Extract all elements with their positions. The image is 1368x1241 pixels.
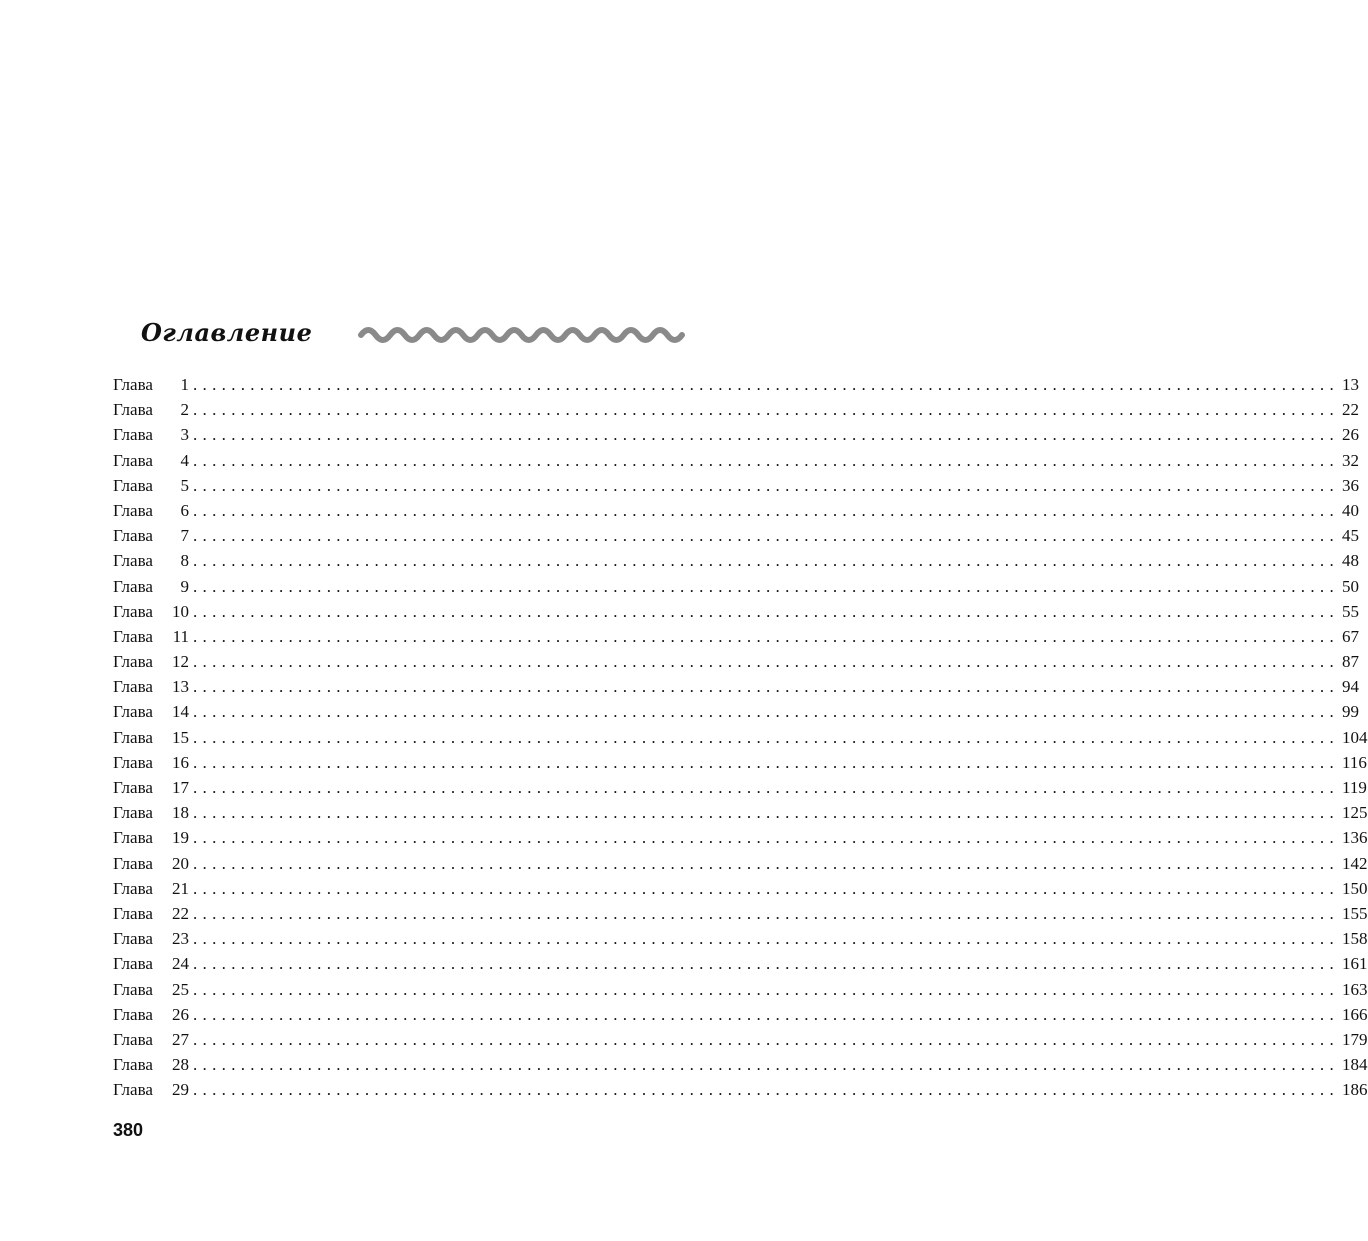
toc-entry [113, 951, 1368, 976]
chapter-number: 2 [180, 400, 189, 420]
chapter-page-number: 94 [1342, 677, 1359, 697]
chapter-page-number: 179 [1342, 1029, 1368, 1049]
toc-entry [113, 977, 1368, 1002]
chapter-label: Глава [113, 702, 153, 722]
dot-leader: ........................................................................................................................ [193, 375, 1339, 394]
chapter-number: 19 [172, 828, 189, 848]
chapter-number: 23 [172, 929, 189, 949]
chapter-page-number: 184 [1342, 1055, 1368, 1075]
chapter-page-number: 186 [1342, 1080, 1368, 1100]
toc-entry [113, 448, 1359, 473]
chapter-page-number: 48 [1342, 551, 1359, 571]
toc-entry [113, 498, 1359, 523]
toc-entry [113, 901, 1368, 926]
toc-entry [113, 851, 1368, 876]
chapter-label: Глава [113, 1080, 153, 1100]
chapter-label: Глава [113, 626, 153, 646]
dot-leader: ........................................................................................................................ [193, 677, 1339, 697]
chapter-page-number: 125 [1342, 803, 1368, 823]
chapter-label: Глава [113, 375, 153, 394]
chapter-page-number: 67 [1342, 626, 1359, 646]
chapter-number: 18 [172, 803, 189, 823]
toc-entry [113, 372, 1359, 397]
toc-entry [113, 473, 1359, 498]
chapter-number: 11 [172, 626, 189, 646]
chapter-label: Глава [113, 727, 153, 747]
chapter-number: 21 [172, 878, 189, 898]
chapter-number: 24 [172, 954, 189, 974]
chapter-page-number: 158 [1342, 929, 1368, 949]
dot-leader: ........................................................................................................................ [193, 727, 1339, 747]
chapter-page-number: 142 [1342, 853, 1368, 873]
chapter-label: Глава [113, 425, 153, 445]
toc-entry [113, 574, 1359, 599]
chapter-number: 26 [172, 1004, 189, 1024]
chapter-page-number: 45 [1342, 526, 1359, 546]
chapter-number: 27 [172, 1029, 189, 1049]
dot-leader: ........................................................................................................................ [193, 601, 1339, 621]
chapter-page-number: 104 [1342, 727, 1368, 747]
chapter-number: 28 [172, 1055, 189, 1075]
chapter-page-number: 26 [1342, 425, 1359, 445]
toc-entry [113, 725, 1368, 750]
chapter-number: 16 [172, 752, 189, 772]
chapter-page-number: 155 [1342, 903, 1368, 923]
chapter-label: Глава [113, 400, 153, 420]
chapter-number: 1 [180, 375, 189, 394]
chapter-label: Глава [113, 601, 153, 621]
chapter-label: Глава [113, 752, 153, 772]
chapter-page-number: 150 [1342, 878, 1368, 898]
dot-leader: ........................................................................................................................ [193, 1055, 1339, 1075]
chapter-page-number: 50 [1342, 576, 1359, 596]
chapter-label: Глава [113, 1004, 153, 1024]
chapter-label: Глава [113, 677, 153, 697]
chapter-page-number: 119 [1342, 778, 1367, 797]
dot-leader: ........................................................................................................................ [193, 526, 1339, 546]
toc-entry [113, 1052, 1368, 1077]
toc-heading: Оглавление [141, 318, 313, 347]
chapter-number: 5 [180, 475, 189, 495]
chapter-label: Глава [113, 551, 153, 571]
dot-leader: ........................................................................................................................ [193, 979, 1339, 999]
chapter-page-number: 22 [1342, 400, 1359, 420]
chapter-page-number: 163 [1342, 979, 1368, 999]
dot-leader: ........................................................................................................................ [193, 1080, 1339, 1100]
chapter-label: Глава [113, 475, 153, 495]
dot-leader: ........................................................................................................................ [193, 702, 1339, 722]
chapter-label: Глава [113, 853, 153, 873]
chapter-number: 15 [172, 727, 189, 747]
toc-entry [113, 800, 1368, 825]
toc-entry [113, 750, 1367, 775]
toc-entry [113, 775, 1367, 800]
dot-leader: ........................................................................................................................ [193, 475, 1339, 495]
chapter-label: Глава [113, 1055, 153, 1075]
toc-entry [113, 649, 1359, 674]
chapter-label: Глава [113, 1029, 153, 1049]
toc-entry [113, 422, 1359, 447]
dot-leader: ........................................................................................................................ [193, 450, 1339, 470]
chapter-page-number: 32 [1342, 450, 1359, 470]
toc-entry [113, 599, 1359, 624]
toc-entry [113, 699, 1359, 724]
toc-entry [113, 674, 1359, 699]
chapter-number: 10 [172, 601, 189, 621]
chapter-page-number: 166 [1342, 1004, 1368, 1024]
chapter-label: Глава [113, 954, 153, 974]
toc-entry [113, 876, 1368, 901]
toc-entry [113, 1077, 1368, 1102]
dot-leader: ........................................................................................................................ [193, 425, 1339, 445]
chapter-page-number: 13 [1342, 375, 1359, 394]
chapter-page-number: 136 [1342, 828, 1368, 848]
chapter-number: 17 [172, 778, 189, 797]
chapter-label: Глава [113, 878, 153, 898]
dot-leader: ........................................................................................................................ [193, 551, 1339, 571]
toc-entry [113, 397, 1359, 422]
chapter-number: 8 [180, 551, 189, 571]
chapter-page-number: 40 [1342, 500, 1359, 520]
chapter-label: Глава [113, 526, 153, 546]
dot-leader: ........................................................................................................................ [193, 878, 1339, 898]
dot-leader: ........................................................................................................................ [193, 400, 1339, 420]
page-number: 380 [113, 1120, 144, 1140]
chapter-page-number: 116 [1342, 752, 1367, 772]
chapter-label: Глава [113, 778, 153, 797]
chapter-page-number: 161 [1342, 954, 1368, 974]
chapter-page-number: 99 [1342, 702, 1359, 722]
dot-leader: ........................................................................................................................ [193, 954, 1339, 974]
chapter-number: 7 [180, 526, 189, 546]
dot-leader: ........................................................................................................................ [193, 1004, 1339, 1024]
chapter-label: Глава [113, 903, 153, 923]
chapter-page-number: 87 [1342, 652, 1359, 672]
chapter-number: 4 [180, 450, 189, 470]
toc-entry [113, 548, 1359, 573]
chapter-label: Глава [113, 803, 153, 823]
chapter-number: 6 [180, 500, 189, 520]
toc-entry [113, 926, 1368, 951]
chapter-number: 29 [172, 1080, 189, 1100]
dot-leader: ........................................................................................................................ [193, 752, 1339, 772]
dot-leader: ........................................................................................................................ [193, 576, 1339, 596]
toc-entry [113, 523, 1359, 548]
chapter-label: Глава [113, 450, 153, 470]
chapter-page-number: 55 [1342, 601, 1359, 621]
chapter-label: Глава [113, 828, 153, 848]
dot-leader: ........................................................................................................................ [193, 652, 1339, 672]
chapter-label: Глава [113, 652, 153, 672]
toc-entry [113, 825, 1368, 850]
dot-leader: ........................................................................................................................ [193, 500, 1339, 520]
dot-leader: ........................................................................................................................ [193, 626, 1339, 646]
chapter-label: Глава [113, 929, 153, 949]
chapter-label: Глава [113, 979, 153, 999]
dot-leader: ........................................................................................................................ [193, 778, 1339, 797]
chapter-number: 22 [172, 903, 189, 923]
table-of-contents [113, 372, 1368, 1102]
dot-leader: ........................................................................................................................ [193, 803, 1339, 823]
toc-entry [113, 1002, 1368, 1027]
dot-leader: ........................................................................................................................ [193, 929, 1339, 949]
wave-ornament-icon [358, 324, 685, 346]
chapter-page-number: 36 [1342, 475, 1359, 495]
chapter-number: 25 [172, 979, 189, 999]
dot-leader: ........................................................................................................................ [193, 1029, 1339, 1049]
dot-leader: ........................................................................................................................ [193, 828, 1339, 848]
chapter-label: Глава [113, 576, 153, 596]
chapter-label: Глава [113, 500, 153, 520]
chapter-number: 3 [180, 425, 189, 445]
toc-entry [113, 624, 1359, 649]
dot-leader: ........................................................................................................................ [193, 903, 1339, 923]
toc-entry [113, 1027, 1368, 1052]
chapter-number: 20 [172, 853, 189, 873]
chapter-number: 12 [172, 652, 189, 672]
dot-leader: ........................................................................................................................ [193, 853, 1339, 873]
chapter-number: 9 [180, 576, 189, 596]
chapter-number: 14 [172, 702, 189, 722]
chapter-number: 13 [172, 677, 189, 697]
